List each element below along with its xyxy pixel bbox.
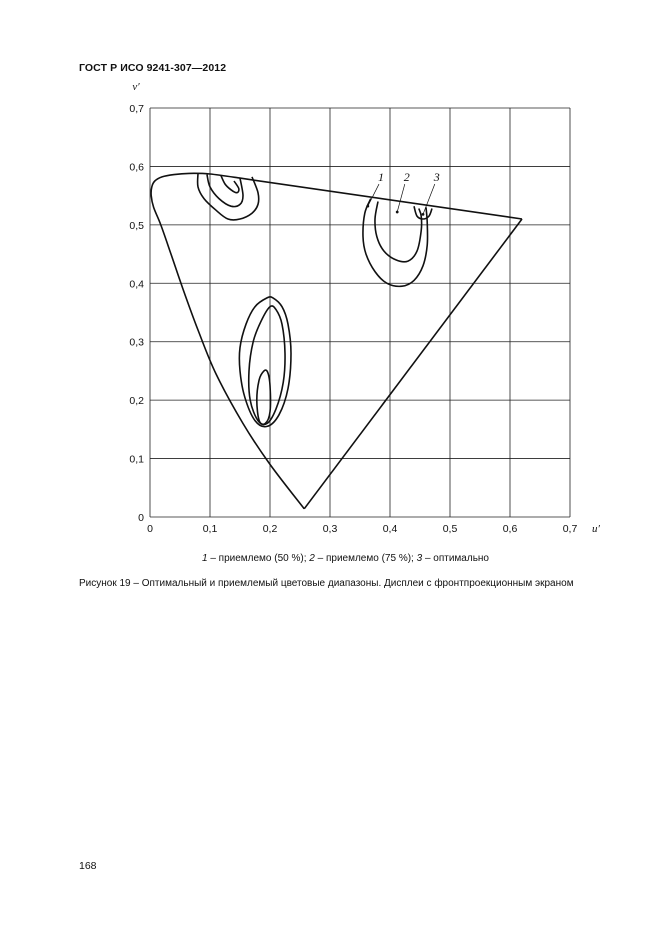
y-axis-label: v′ <box>132 81 140 93</box>
series-blue-region-75 <box>249 306 285 425</box>
figure-legend <box>0 553 661 564</box>
x-tick-label: 0,7 <box>562 523 578 535</box>
x-axis-label: u′ <box>592 523 600 535</box>
x-tick-label: 0,5 <box>442 523 458 535</box>
y-tick-label: 0,4 <box>129 278 144 291</box>
x-tick-label: 0,4 <box>382 523 398 535</box>
x-tick-label: 0,6 <box>502 523 518 535</box>
x-tick-label: 0,2 <box>262 523 278 535</box>
y-tick-label: 0,1 <box>129 453 144 466</box>
legend-text-3: – оптимально <box>422 553 489 564</box>
y-tick-label: 0,2 <box>129 395 144 408</box>
annotation-dot <box>396 211 399 214</box>
x-tick-label: 0 <box>147 523 153 535</box>
annotation-label: 2 <box>403 170 410 185</box>
legend-num-1: 1 <box>201 553 208 564</box>
series-triangle <box>304 219 522 509</box>
series-red-region-opt <box>414 206 432 219</box>
page-number: 168 <box>79 860 97 872</box>
legend-num-3: 3 <box>416 553 423 564</box>
annotation-dot <box>366 205 369 208</box>
series-green-region-50 <box>198 173 259 220</box>
legend-text-1: – приемлемо (50 %); <box>207 553 310 564</box>
x-tick-label: 0,3 <box>322 523 338 535</box>
series-blue-region-50 <box>239 297 291 427</box>
document-header: ГОСТ Р ИСО 9241-307—2012 <box>79 62 227 74</box>
legend-text-2: – приемлемо (75 %); <box>314 553 417 564</box>
y-tick-label: 0,7 <box>129 103 144 115</box>
series-blue-region-opt <box>257 370 271 424</box>
series-red-region-50 <box>363 199 428 287</box>
legend-num-2: 2 <box>309 553 315 564</box>
annotation-label: 1 <box>378 170 384 185</box>
series-green-region-75 <box>207 175 243 207</box>
annotation-leader <box>423 184 435 214</box>
y-tick-label: 0 <box>138 512 144 524</box>
figure-caption: Рисунок 19 – Оптимальный и приемлемый цветовые диапазоны. Дисплеи с фронтпроекционным экраном <box>79 578 574 589</box>
y-tick-label: 0,6 <box>129 161 144 174</box>
annotation-leader <box>397 184 405 212</box>
annotation-label: 3 <box>433 170 440 185</box>
y-tick-label: 0,3 <box>129 336 144 349</box>
y-tick-label: 0,5 <box>129 219 144 232</box>
annotation-dot <box>422 213 425 216</box>
x-tick-label: 0,1 <box>202 523 218 535</box>
